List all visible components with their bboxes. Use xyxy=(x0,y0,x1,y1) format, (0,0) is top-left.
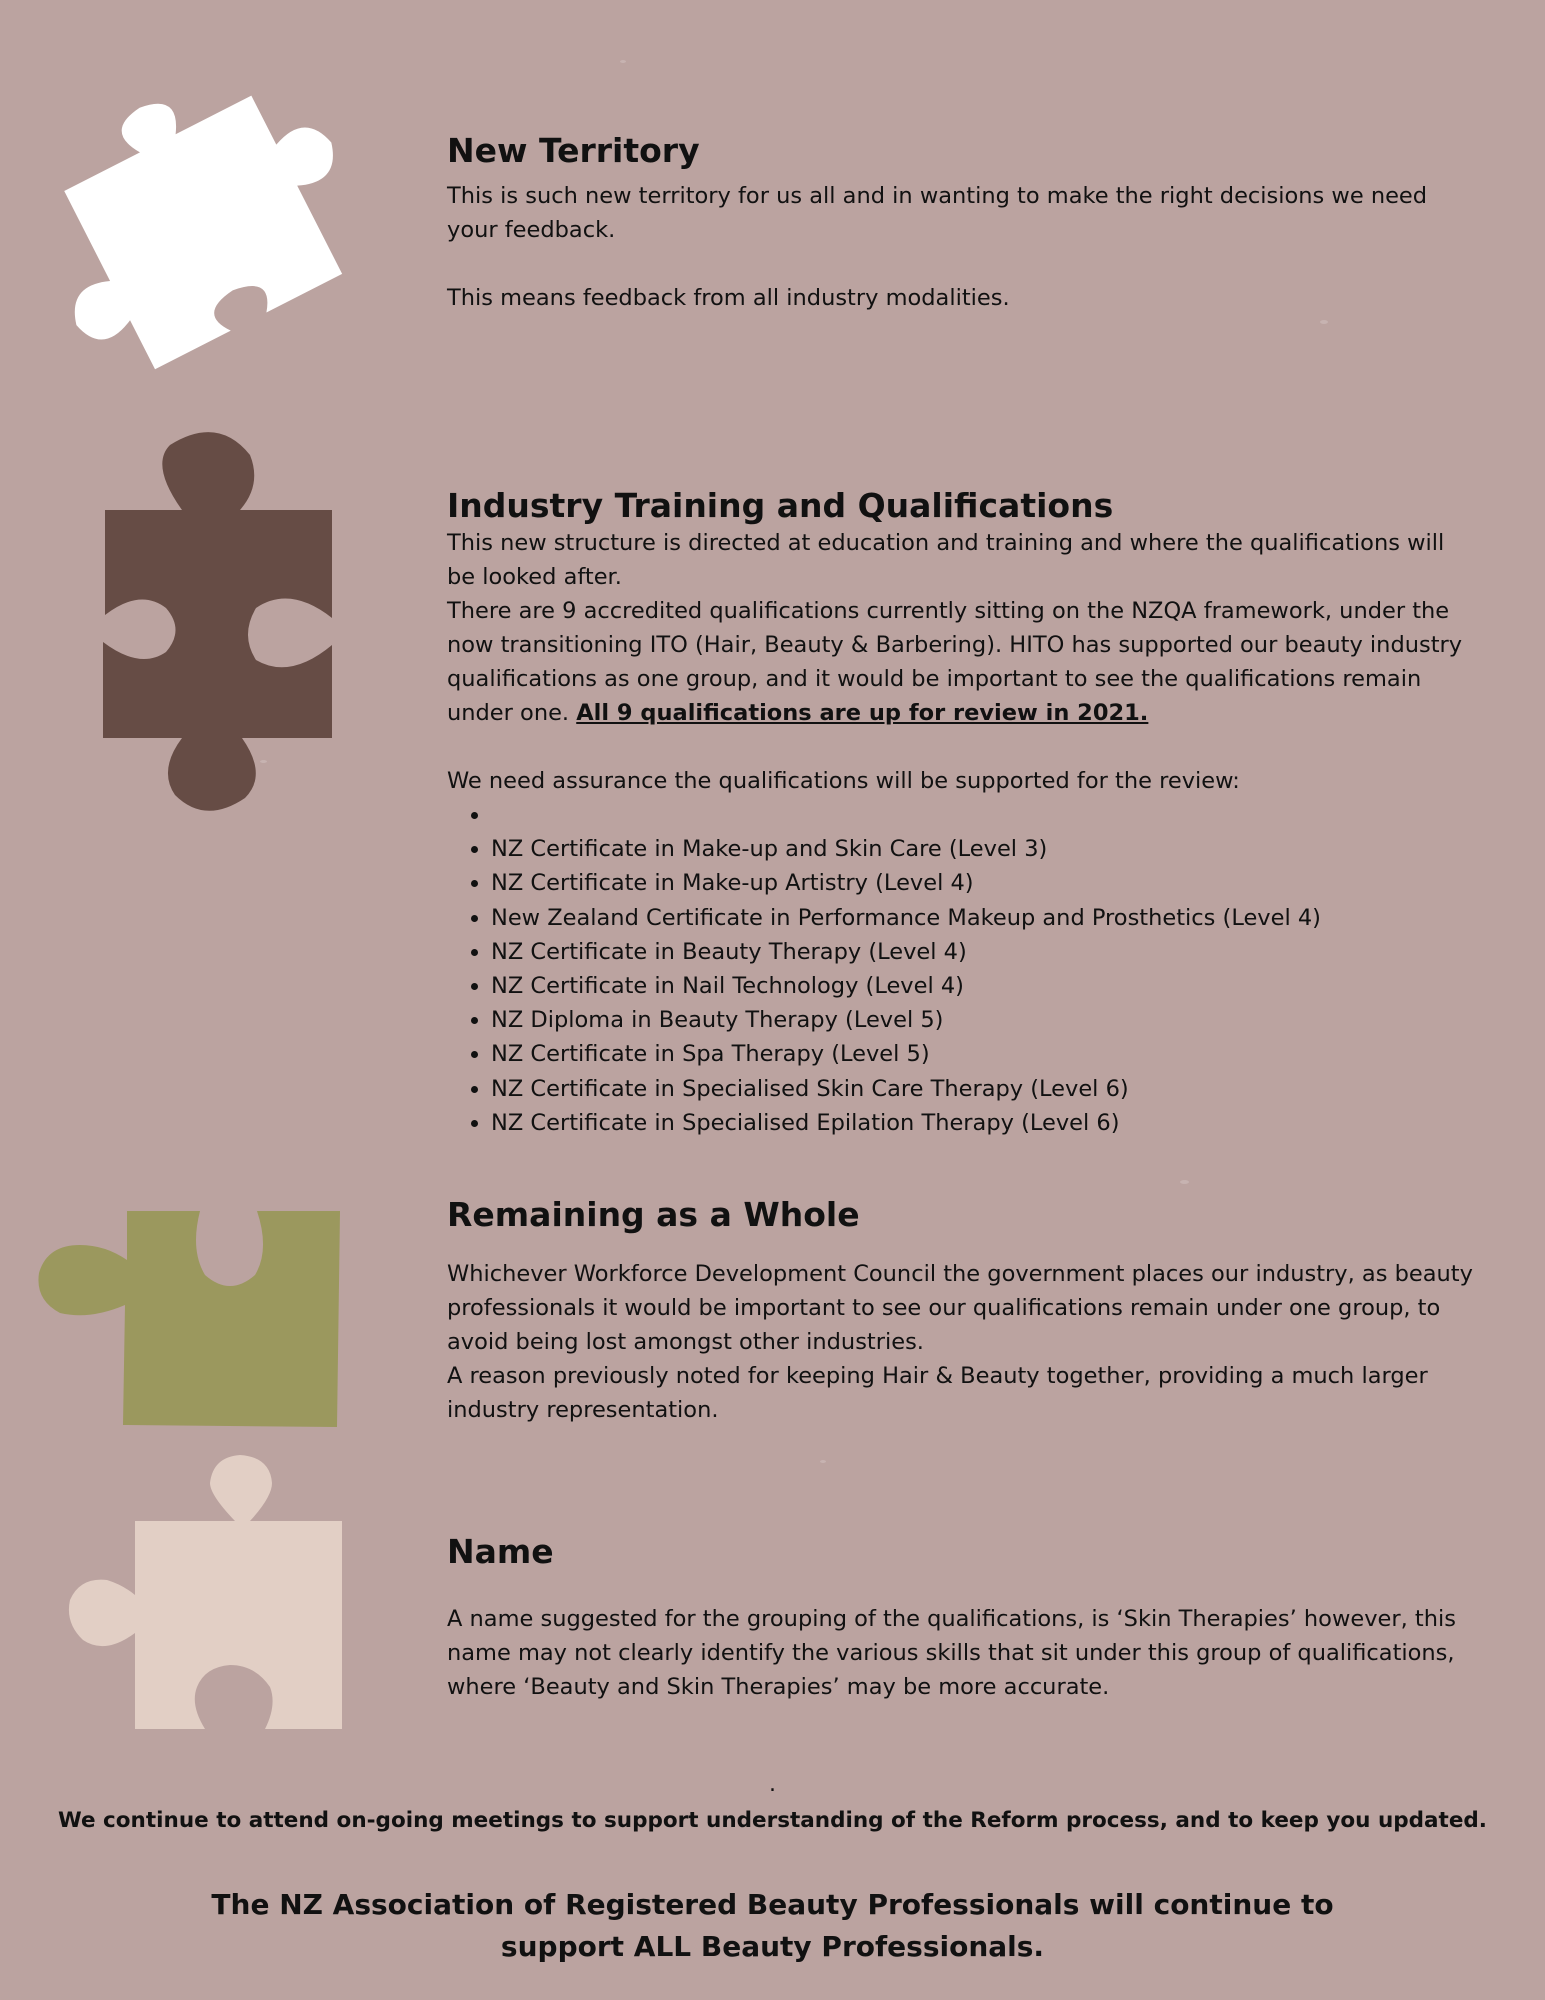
puzzle-piece-white xyxy=(30,80,387,392)
puzzle-piece-icon xyxy=(30,80,410,400)
qualifications-list xyxy=(447,798,1477,1140)
list-item: • NZ Diploma in Beauty Therapy (Level 5) xyxy=(491,1003,1477,1037)
background-speck xyxy=(1320,320,1328,324)
review-emphasis: All 9 qualifications are up for review in 2021. xyxy=(576,700,1149,726)
section-paragraph xyxy=(447,594,1477,730)
puzzle-piece-icon xyxy=(65,1455,355,1735)
section-paragraph: We need assurance the qualifications will be supported for the review: xyxy=(447,768,1240,794)
section-industry-training xyxy=(447,486,1477,1140)
background-speck xyxy=(1180,1180,1189,1184)
section-paragraph: This means feedback from all industry modalities. xyxy=(447,285,1010,311)
section-paragraph: A name suggested for the grouping of the qualifications, is ‘Skin Therapies’ however, this name may not clearly identify the various skills that sit under this group of qualifications, where ‘Beauty and Skin Therapies’ may be more accurate. xyxy=(447,1606,1456,1700)
list-item: • NZ Certificate in Make-up Artistry (Level 4) xyxy=(491,866,1477,900)
list-item: • NZ Certificate in Make-up and Skin Care (Level 3) xyxy=(491,832,1477,866)
section-paragraph: This is such new territory for us all and in wanting to make the right decisions we need your feedback. xyxy=(447,183,1428,243)
section-title: Name xyxy=(447,1532,554,1571)
list-item: • NZ Certificate in Spa Therapy (Level 5) xyxy=(491,1037,1477,1071)
list-item: • NZ Certificate in Nail Technology (Level 4) xyxy=(491,969,1477,1003)
section-title: Remaining as a Whole xyxy=(447,1195,860,1234)
puzzle-piece-brown xyxy=(103,432,332,811)
footer-dot: . xyxy=(769,1772,776,1797)
list-item: • NZ Certificate in Beauty Therapy (Level 4) xyxy=(491,935,1477,969)
section-paragraph: This new structure is directed at education and training and where the qualifications will be looked after. xyxy=(447,530,1445,590)
section-paragraph: Whichever Workforce Development Council the government places our industry, as beauty professionals it would be important to see our qualifications remain under one group, to avoid being lost amongst other industries. xyxy=(447,1261,1473,1355)
list-item xyxy=(491,798,1477,832)
section-remaining-whole xyxy=(447,1195,1477,1427)
footer-closing: The NZ Association of Registered Beauty Professionals will continue to support ALL Beauty Professionals. xyxy=(211,1888,1334,1963)
puzzle-piece-icon xyxy=(100,430,340,815)
list-item: • NZ Certificate in Specialised Skin Care Therapy (Level 6) xyxy=(491,1072,1477,1106)
section-paragraph-text: There are 9 accredited qualifications currently sitting on the NZQA framework, under the now transitioning ITO (Hair, Beauty & Barbering). HITO has supported our beauty industry qualifications as one group, and it would be important to see the qualifications remain under one. xyxy=(447,598,1463,726)
background-speck xyxy=(620,60,626,63)
background-speck xyxy=(820,1460,826,1463)
footer-update-line: We continue to attend on-going meetings to support understanding of the Reform process, and to keep you updated. xyxy=(58,1808,1487,1833)
list-item: • New Zealand Certificate in Performance Makeup and Prosthetics (Level 4) xyxy=(491,901,1477,935)
puzzle-piece-cream xyxy=(69,1455,342,1729)
section-title: Industry Training and Qualifications xyxy=(447,486,1114,525)
section-title: New Territory xyxy=(447,131,700,170)
section-paragraph: A reason previously noted for keeping Hair & Beauty together, providing a much larger industry representation. xyxy=(447,1363,1428,1423)
puzzle-piece-icon xyxy=(35,1205,345,1440)
puzzle-piece-olive xyxy=(38,1211,340,1427)
section-new-territory xyxy=(447,131,1477,315)
section-name xyxy=(447,1532,1477,1704)
list-item: • NZ Certificate in Specialised Epilation Therapy (Level 6) xyxy=(491,1106,1477,1140)
